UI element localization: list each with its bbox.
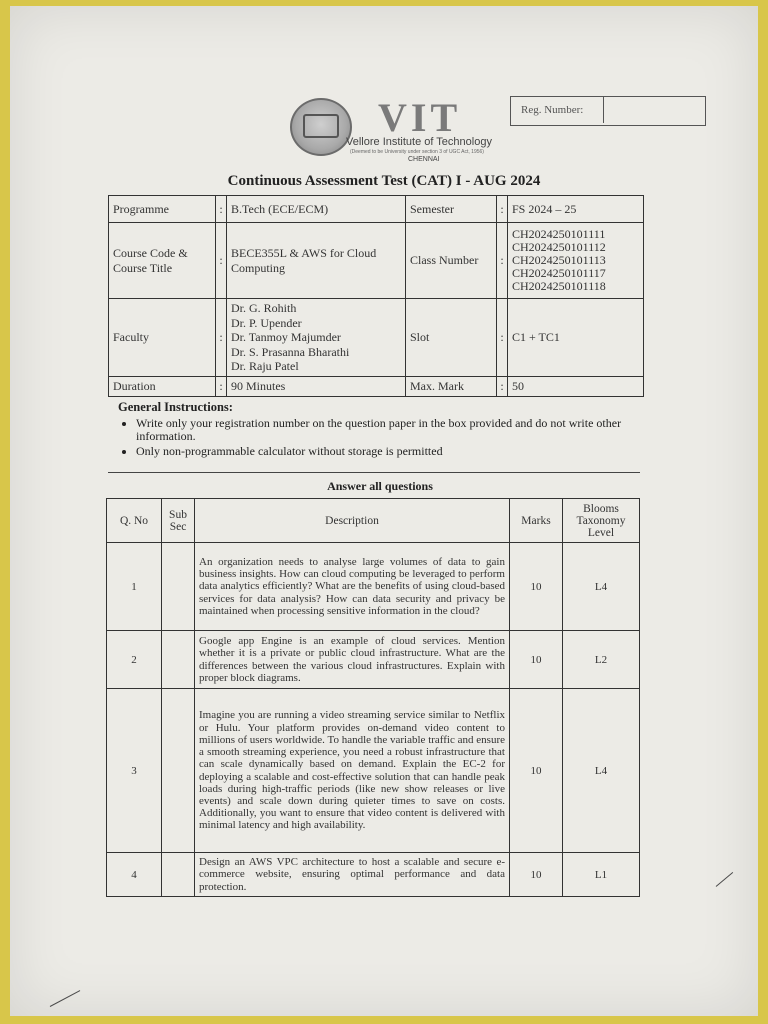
answer-all-heading: Answer all questions [327,479,433,493]
registration-number-box [510,96,706,126]
instruction-item: • Write only your registration number on the question paper in the box provided and do not write other information. [136,417,638,443]
course-value: BECE355L & AWS for Cloud Computing [227,223,406,299]
class-number-label: Class Number [406,223,497,299]
pen-mark [716,872,733,887]
question-text: Design an AWS VPC architecture to host a scalable and secure e-commerce website, ensuring optimal performance and data protection. [195,853,510,897]
questions-table [106,498,640,897]
class-number: CH2024250101113 [512,253,606,267]
question-level: L2 [563,631,640,689]
class-number: CH2024250101111 [512,227,606,241]
question-paper [10,6,758,1016]
colon: : [216,196,227,223]
question-marks: 10 [510,853,563,897]
slot-label: Slot [406,299,497,377]
question-number: 1 [107,543,162,631]
university-seal-icon [290,98,352,156]
exam-title: Continuous Assessment Test (CAT) I - AUG 2024 [227,173,541,189]
class-number: CH2024250101118 [512,279,606,293]
reg-number-label: Reg. Number: [521,104,584,116]
course-label: Course Code & Course Title [109,223,216,299]
question-level: L1 [563,853,640,897]
logo-subtitle: (Deemed to be University under section 3 of UGC Act, 1956) [350,149,484,155]
programme-label: Programme [109,196,216,223]
faculty-list [227,299,406,377]
class-number: CH2024250101112 [512,240,606,254]
header-subsec: Sub Sec [162,499,195,543]
question-number: 2 [107,631,162,689]
header-qno: Q. No [107,499,162,543]
question-subsec [162,543,195,631]
question-number: 4 [107,853,162,897]
semester-value: FS 2024 – 25 [508,196,644,223]
header-description: Description [195,499,510,543]
question-row [107,631,640,689]
question-subsec [162,853,195,897]
colon: : [497,377,508,397]
slot-value: C1 + TC1 [508,299,644,377]
divider [108,472,640,473]
exam-info-table [108,195,644,397]
question-subsec [162,689,195,853]
semester-label: Semester [406,196,497,223]
question-number: 3 [107,689,162,853]
colon: : [216,223,227,299]
question-text: Google app Engine is an example of cloud services. Mention whether it is a private or public cloud infrastructure. What are the differences between the various cloud infrastructures. Explain with proper block diagrams. [195,631,510,689]
faculty-member: Dr. Raju Patel [231,359,299,374]
colon: : [216,299,227,377]
faculty-member: Dr. S. Prasanna Bharathi [231,344,350,359]
header-blooms: Blooms Taxonomy Level [563,499,640,543]
class-numbers [508,223,644,299]
vit-logo [290,94,500,164]
colon: : [497,299,508,377]
question-subsec [162,631,195,689]
question-marks: 10 [510,689,563,853]
logo-full-name: Vellore Institute of Technology [346,136,492,148]
instructions-title: General Instructions: [118,400,233,414]
logo-city: CHENNAI [408,156,440,163]
programme-value: B.Tech (ECE/ECM) [227,196,406,223]
max-mark-label: Max. Mark [406,377,497,397]
general-instructions [118,400,638,460]
question-row [107,543,640,631]
instruction-item: • Only non-programmable calculator without storage is permitted [136,445,638,458]
question-row [107,689,640,853]
pen-mark [50,990,80,1007]
duration-value: 90 Minutes [227,377,406,397]
class-number: CH2024250101117 [512,266,606,280]
faculty-member: Dr. G. Rohith [231,301,297,316]
question-text: Imagine you are running a video streaming service similar to Netflix or Hulu. Your platform provides on-demand video content to millions of users worldwide. To handle the variable traffic and ensure a smooth streaming experience, you need a robust infrastructure that can scale dynamically based on demand. Explain the EC-2 for deploying a scalable and cost-effective solution that can handle peak loads during high-traffic periods (like new show releases or live events) and scale down during quieter times to save on costs. Additionally, you want to ensure that video content is delivered with minimal latency and high availability. [195,689,510,853]
duration-label: Duration [109,377,216,397]
header-marks: Marks [510,499,563,543]
question-row [107,853,640,897]
reg-number-field [603,97,704,123]
faculty-member: Dr. Tanmoy Majumder [231,330,341,345]
faculty-label: Faculty [109,299,216,377]
faculty-member: Dr. P. Upender [231,315,302,330]
logo-acronym: VIT [378,95,462,140]
question-marks: 10 [510,543,563,631]
question-marks: 10 [510,631,563,689]
colon: : [216,377,227,397]
question-level: L4 [563,689,640,853]
colon: : [497,223,508,299]
max-mark-value: 50 [508,377,644,397]
question-text: An organization needs to analyse large volumes of data to gain business insights. How can cloud computing be leveraged to perform data analytics efficiently? What are the benefits of using cloud-based services for data analysis? How can data security and privacy be maintained when processing sensitive information in the cloud? [195,543,510,631]
colon: : [497,196,508,223]
question-level: L4 [563,543,640,631]
